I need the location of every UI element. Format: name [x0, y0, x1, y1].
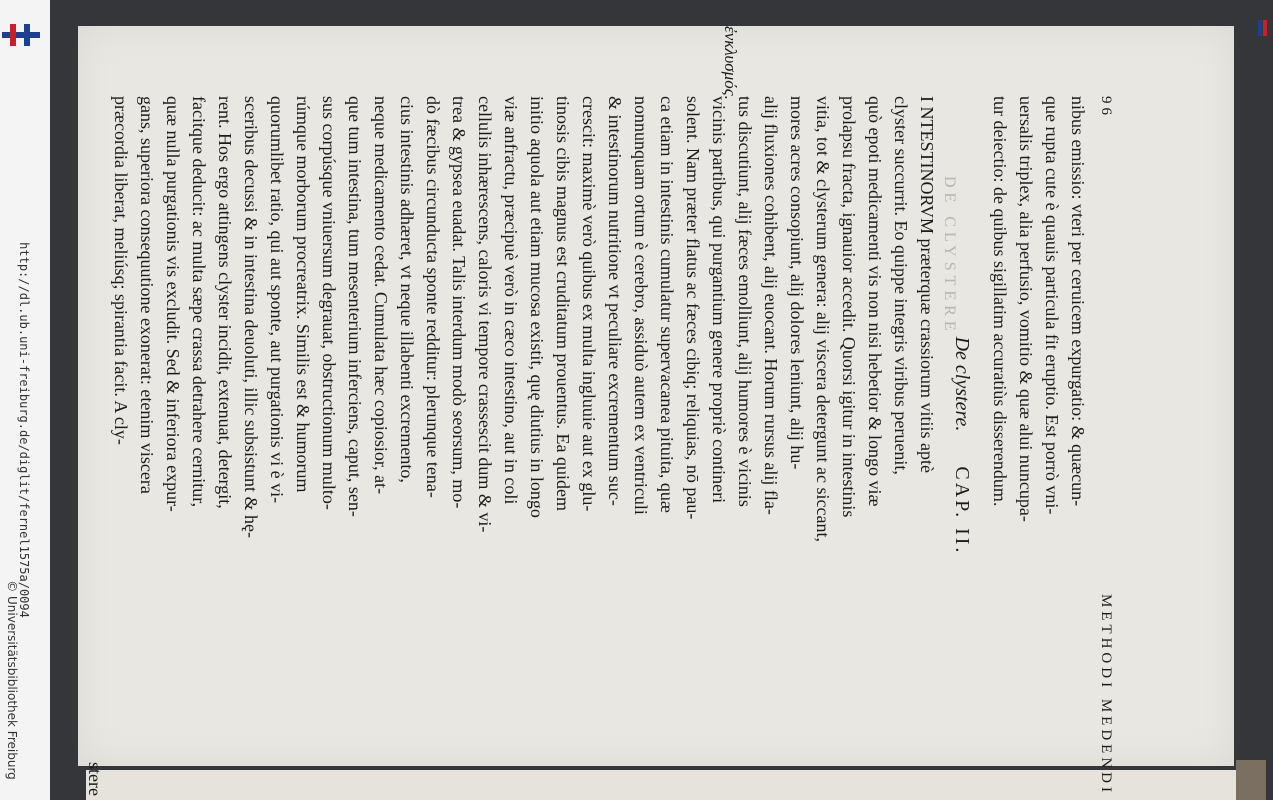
running-head: [1097, 96, 1114, 796]
text-line: trea & gypsea euadat. Talis interdum modò seorsum, mo-: [449, 96, 469, 509]
text-line: que rupta cute è quauis particula fit eruptio. Est porrò vni-: [1042, 96, 1062, 515]
text-line: cius intestinis adhæret, vt neque illabenti excremento,: [397, 96, 417, 483]
text-line: que tum intestina, tum mesenterium inferciens, caput, sen-: [345, 96, 365, 517]
page-text-block: [82, 26, 1114, 796]
text-line: vitia, tot & clysterum genera: alij viscera detergunt ac siccant,: [813, 96, 833, 543]
page-number: 96: [1098, 96, 1114, 119]
scanned-page: [78, 26, 1234, 796]
text-line: I NTESTINORVM præterquæ crassiorum vitiis aptè: [917, 96, 937, 474]
bleed-through-text: DE CLYSTERE: [941, 176, 958, 336]
university-logo-icon: [2, 20, 40, 50]
text-line: mores acres consopiunt, alij dolores leniunt, alij hu-: [787, 96, 807, 470]
text-line: quæ nulla purgationis vis excludit. Sed & inferiora expur-: [163, 96, 183, 512]
viewer-sidebar: [0, 0, 51, 800]
text-line: præcordia liberat, meliúsq; spirantia facit. A cly-: [111, 96, 131, 445]
text-line: initio aquola aut etiam mucosa existit, quę diutius in longo: [527, 96, 547, 518]
text-line: vicinis partibus, qui purgantium genere propriè contineri: [709, 96, 729, 504]
text-line: quorumlibet ratio, qui aut sponte, aut purgationis vi è vi-: [267, 96, 287, 504]
text-line: sceribus decussi & in intestina deuoluti, illic subsistunt & hę-: [241, 96, 261, 538]
margin-note: ἐνκλυσμός.: [721, 26, 740, 100]
text-line: sus corpúsque vniuersum degrauat, obstructionum multo-: [319, 96, 339, 510]
top-paragraph: [987, 96, 1091, 796]
text-line: uersalis triplex, alia perfusio, vomitio & quæ alui nuncupa-: [1016, 96, 1036, 522]
source-url[interactable]: http://dl.ub.uni-freiburg.de/diglit/fernel1575a/0094: [17, 242, 31, 618]
bookmark-marker-icon: [1258, 20, 1268, 36]
copyright-notice: © Universitätsbibliothek Freiburg: [5, 580, 19, 780]
chapter-heading: [950, 96, 973, 796]
text-line: nonnunquam ortum è cerebro, assiduò autem ex ventriculi: [631, 96, 651, 515]
text-line: ca etiam in intestinis cumulatur supervacanea pituita, quæ: [657, 96, 677, 513]
body-paragraph: [82, 96, 940, 796]
text-line: viæ anfractu, præcipuè verò in cæco intestino, aut in coli: [501, 96, 521, 505]
text-line: rúmque morborum procreatrix. Similis est & humorum: [293, 96, 313, 493]
text-line: facitque deducit: ac multa sæpe crassa detrahere cernitur,: [189, 96, 209, 508]
text-line: prolapsu fracta, ignauior accedit. Quorsi igitur in intestinis: [839, 96, 859, 518]
text-line: quò epoti medicamenti vis non nisi hebetior & longo viæ: [865, 96, 885, 507]
text-line: nibus emissio: vteri per ceruicem expurgatio: & quæcun-: [1068, 96, 1088, 507]
book-edge: [1236, 760, 1266, 800]
text-line: tinosis cibis magnus est cruditatum prouentus. Ea quidem: [553, 96, 573, 511]
text-line: clyster succurrit. Eo quippe integris viribus peruenit,: [891, 96, 911, 475]
heading-title: De clystere.: [951, 336, 973, 432]
text-line: rent. Hos ergo attingens clyster incidit, extenuat, detergit,: [215, 96, 235, 509]
text-line: cellulis inhærescens, caloris vi tempore crassescit dum & vi-: [475, 96, 495, 533]
text-line: tus discutiunt, alij fæces emolliunt, alij humores è vicinis: [735, 96, 755, 507]
text-line: neque medicamento cedat. Cumulata hæc copiosior, at-: [371, 96, 391, 495]
text-line: alij fluxiones cohibent, alij euocant. Horum rursus alij fla-: [761, 96, 781, 515]
text-line: & intestinorum nutritione vt peculiare excrementum suc-: [605, 96, 625, 506]
text-line: dò fæcibus circunducta sponte redditur: plerunque tena-: [423, 96, 443, 498]
running-title: METHODI MEDENDI: [1098, 593, 1114, 796]
text-line: crescit: maximè verò quibus ex multa ingluuie aut ex glu-: [579, 96, 599, 512]
text-line: stere: [85, 762, 105, 796]
text-line: solent. Nam præter flatus ac fæces cibiq; reliquias, nō pau-: [683, 96, 703, 520]
text-line: tur deiectio: de quibus sigillatim accuratiùs disserendum.: [990, 96, 1010, 507]
text-line: gans, superiora consequutione exonerat: etenim viscera: [137, 96, 157, 494]
chapter-number: CAP. II.: [951, 466, 973, 556]
